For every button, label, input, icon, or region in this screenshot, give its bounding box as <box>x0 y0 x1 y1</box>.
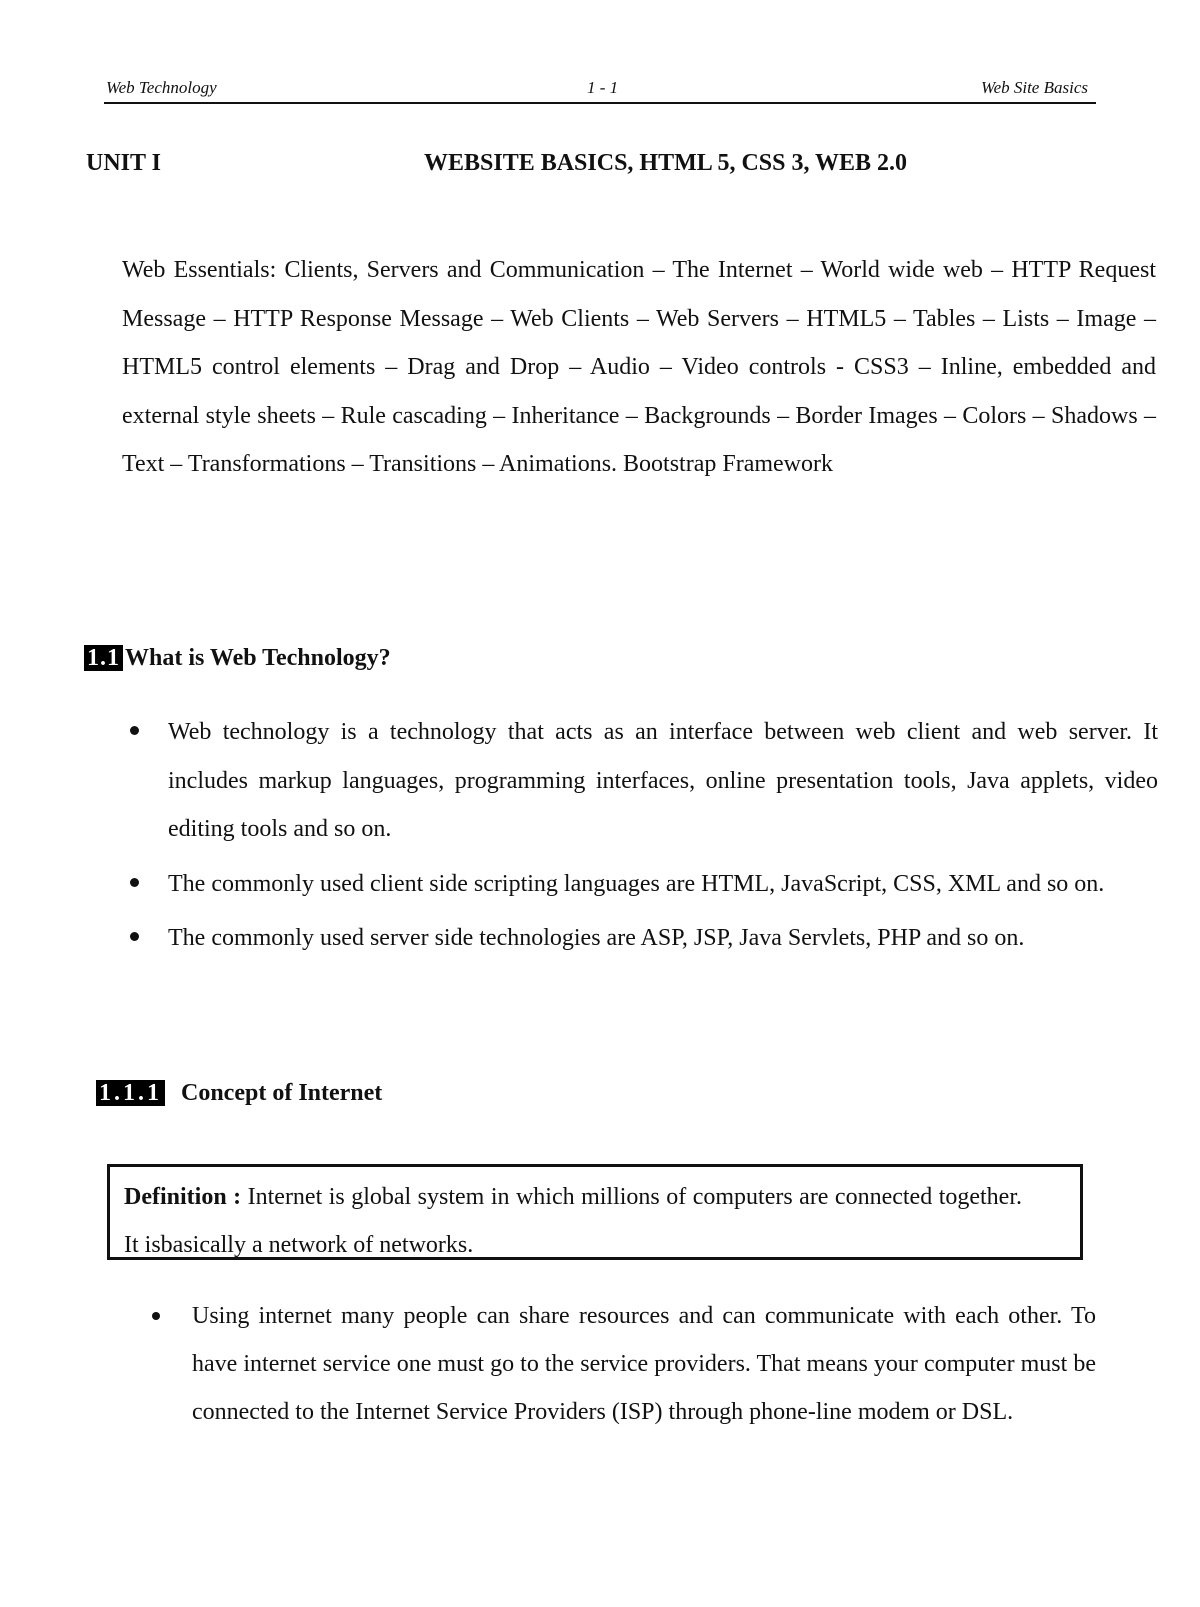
list-item-text: The commonly used server side technologies are ASP, JSP, Java Servlets, PHP and so on. <box>168 925 1025 951</box>
bullet-icon <box>130 878 139 887</box>
header-book-title: Web Technology <box>106 78 217 97</box>
unit-label: UNIT I <box>86 150 161 176</box>
definition-box <box>107 1164 1083 1260</box>
list-item <box>146 1292 1096 1436</box>
list-item <box>122 914 1158 963</box>
section-number-badge: 1.1 <box>84 645 123 671</box>
unit-title: WEBSITE BASICS, HTML 5, CSS 3, WEB 2.0 <box>424 150 908 176</box>
bullet-icon <box>130 932 139 941</box>
page-header <box>104 76 1096 104</box>
list-item <box>122 708 1158 854</box>
section-title: Concept of Internet <box>181 1080 383 1106</box>
definition-text: Internet is global system in which millions of computers are connected together. It isbasically a network of networks. <box>124 1184 1022 1258</box>
list-item <box>122 860 1158 909</box>
section-heading-1-1-1 <box>96 1080 382 1107</box>
section-heading-1-1 <box>84 645 391 672</box>
syllabus-paragraph: Web Essentials: Clients, Servers and Communication – The Internet – World wide web – HTTP Request Message – HTTP Response Message – Web Clients – Web Servers – HTML5 – Tables – Lists – Image – HTML5 control elements – Drag and Drop – Audio – Video controls - CSS3 – Inline, embedded and external style sheets – Rule cascading – Inheritance – Backgrounds – Border Images – Colors – Shadows – Text – Transformations – Transitions – Animations. Bootstrap Framework <box>122 257 1156 477</box>
definition-label: Definition : <box>124 1184 242 1210</box>
internet-bullet-list <box>146 1292 1096 1436</box>
list-item-text: The commonly used client side scripting languages are HTML, JavaScript, CSS, XML and so on. <box>168 870 1105 897</box>
web-technology-bullet-list <box>122 708 1158 969</box>
header-page-number: 1 - 1 <box>587 78 619 97</box>
header-chapter-title: Web Site Basics <box>980 78 1088 97</box>
section-title: What is Web Technology? <box>125 645 391 671</box>
list-item-text: Using internet many people can share resources and can communicate with each other. To have internet service one must go to the service providers. That means your computer must be connected to the Internet Service Providers (ISP) through phone-line modem or DSL. <box>192 1303 1096 1425</box>
list-item-text: Web technology is a technology that acts as an interface between web client and web server. It includes markup languages, programming interfaces, online presentation tools, Java applets, video editing tools and so on. <box>168 719 1158 842</box>
bullet-icon <box>130 726 139 735</box>
bullet-icon <box>152 1312 160 1320</box>
section-number-badge: 1.1.1 <box>96 1080 165 1106</box>
